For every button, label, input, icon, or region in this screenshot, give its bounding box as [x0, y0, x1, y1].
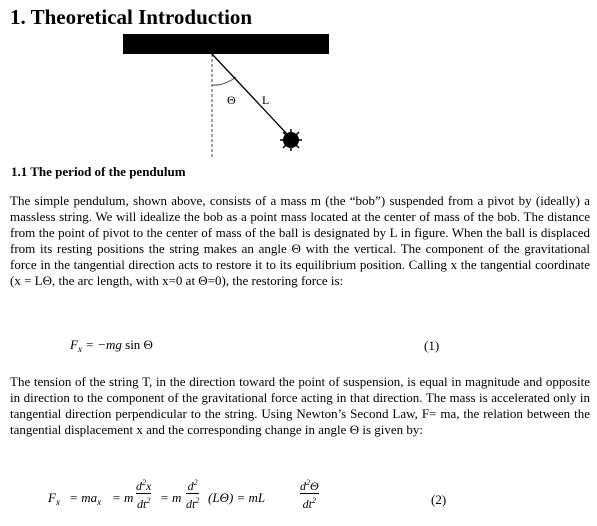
- eq2-m2: = m: [160, 490, 182, 505]
- frac3-den-sup: 2: [312, 496, 316, 505]
- pendulum-string: [212, 54, 287, 134]
- eq1-rhs: = −mg: [81, 337, 126, 352]
- angle-arc: [212, 77, 236, 85]
- eq2-lhs-group: [48, 490, 60, 507]
- eq2-ma-group: [66, 490, 101, 507]
- eq2-lhs: F: [48, 490, 56, 505]
- frac3-num-var: Θ: [310, 479, 319, 493]
- subsection-title: 1.1 The period of the pendulum: [11, 164, 186, 179]
- angle-label: Θ: [227, 93, 236, 107]
- eq2-fraction-d2theta-dt2: [300, 476, 319, 511]
- frac1-num: d: [136, 479, 142, 493]
- frac3-num: d: [300, 479, 306, 493]
- pendulum-figure: [0, 0, 597, 160]
- frac2-den: dt: [186, 497, 196, 511]
- frac3-num-sup: 2: [306, 478, 310, 487]
- paragraph-pendulum-description: The simple pendulum, shown above, consists of a mass m (the “bob”) suspended from a pivot by (ideally) a massless string. We will idealize the bob as a point mass located at the center of mass of the bob. The distance from the point of pivot to the center of mass of the ball is designated by L in figure. When the ball is displaced from its resting positions the string makes an angle Θ with the vertical. The component of the gravitational force in the tangential direction acts to restore it to its equilibrium position. Calling x the tangential coordinate (x = LΘ, the arc length, with x=0 at Θ=0), the restoring force is:: [10, 193, 590, 288]
- eq1-sin: sin Θ: [125, 337, 153, 352]
- eq2-fraction-d2x-dt2: [136, 476, 151, 511]
- eq2-ma: = ma: [69, 490, 98, 505]
- frac2-num: d: [187, 479, 194, 493]
- eq2-ma-sub: x: [97, 497, 102, 507]
- equation-newton-second-law: [48, 472, 378, 522]
- paragraph-tension-newton: The tension of the string T, in the direction toward the point of suspension, is equal in magnitude and opposite in direction to the component of the gravitational force acting in that direction. The mass is accelerated only in tangential direction perpendicular to the string. Using Newton’s Second Law, F= ma, the relation between the tangential displacement x and the corresponding change in angle Θ is given by:: [10, 374, 590, 437]
- eq1-lhs: F: [70, 337, 78, 352]
- frac2-den-sup: 2: [195, 496, 200, 505]
- length-label: L: [262, 93, 270, 107]
- frac1-den-sup: 2: [146, 496, 151, 505]
- frac1-den: dt: [136, 497, 147, 511]
- frac2-num-sup: 2: [193, 478, 198, 487]
- frac3-den: dt: [302, 497, 312, 511]
- section-title: 1. Theoretical Introduction: [10, 5, 253, 29]
- eq1-lhs-sub: x: [77, 344, 82, 354]
- eq2-fraction-d2-dt2: [186, 476, 199, 511]
- frac1-num-sup: 2: [142, 478, 146, 487]
- equation-number-1: (1): [424, 338, 440, 353]
- pivot-support-bar: [123, 34, 329, 54]
- eq2-m1: = m: [112, 490, 134, 505]
- eq2-lhs-sub: x: [55, 497, 60, 507]
- eq2-mid: (LΘ) = mL: [208, 490, 266, 505]
- equation-restoring-force: [70, 337, 153, 354]
- frac1-num-var: x: [146, 479, 152, 493]
- equation-number-2: (2): [431, 492, 447, 507]
- bob-spikes: [280, 129, 302, 151]
